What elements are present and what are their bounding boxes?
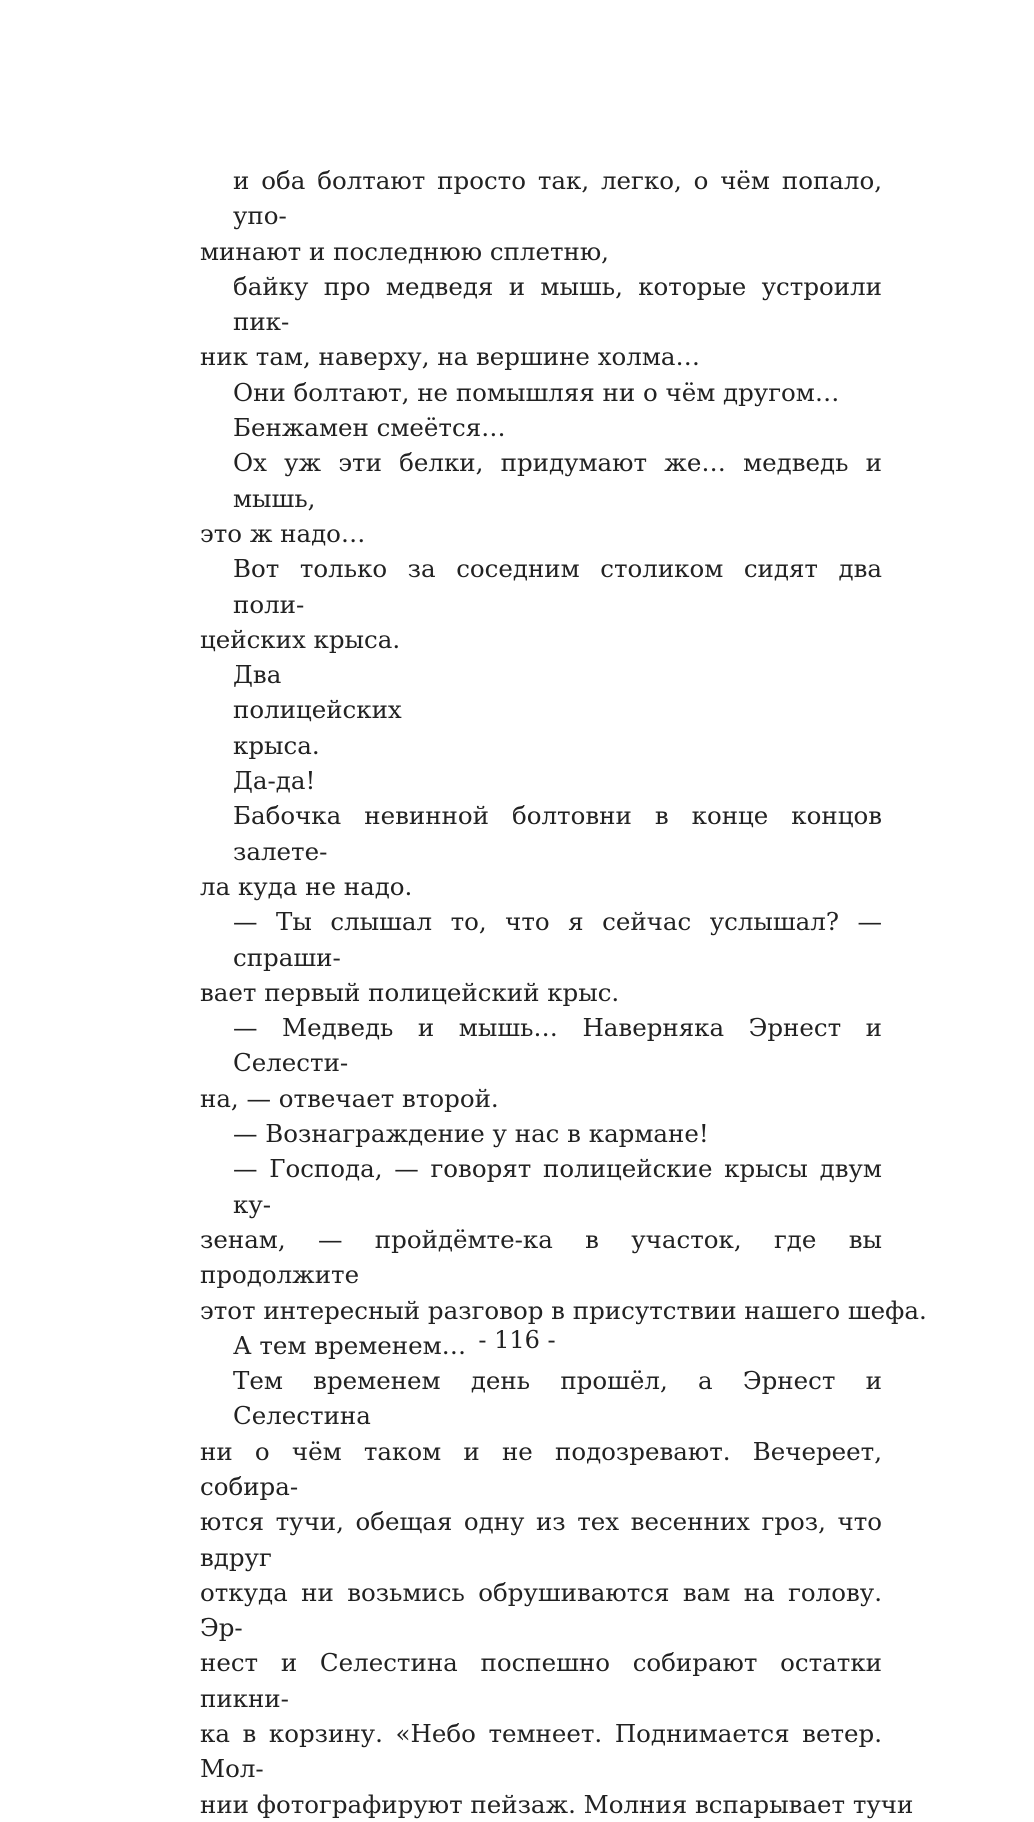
paragraph [200,1010,882,1116]
paragraph [200,410,882,445]
paragraph [200,798,882,904]
paragraph [200,763,882,798]
text-line: Бенжамен смеётся… [233,413,506,443]
text-line: на, — отвечает второй. [200,1083,499,1113]
text-line: это ж надо… [200,518,366,548]
text-line: Они болтают, не помышляя ни о чём другом… [233,377,840,407]
text-line: А тем временем… [233,1330,467,1360]
body-text [200,163,927,1822]
text-line: откуда ни возьмись обрушиваются вам на голову. Эр- [200,1577,882,1643]
text-line: нест и Селестина поспешно собирают остатки пикни- [200,1648,882,1713]
text-line: — Вознаграждение у нас в кармане! [233,1119,709,1149]
text-line: — Ты слышал то, что я сейчас услышал? — спраши- [233,907,882,972]
text-line: и оба болтают просто так, легко, о чём попало, упо- [233,166,882,231]
paragraph [200,1151,927,1327]
paragraph [200,1116,882,1151]
text-line: Да-да! [233,766,316,796]
paragraph [200,445,882,551]
text-line: Бабочка невинной болтовни в конце концов залете- [233,801,882,866]
text-line: ются тучи, обещая одну из тех весенних гроз, что вдруг [200,1507,882,1572]
text-line: полицейских [233,695,402,725]
text-line: вает первый полицейский крыс. [200,977,620,1007]
text-line: минают и последнюю сплетню, [200,236,609,266]
paragraph [200,1363,914,1822]
text-line: Вот только за соседним столиком сидят два поли- [233,554,882,619]
text-line: нии фотографируют пейзаж. Молния вспарывает тучи [200,1789,914,1819]
text-line: Два [233,660,282,690]
text-line: ла куда не надо. [200,871,413,901]
text-line: — Медведь и мышь… Наверняка Эрнест и Селести- [233,1013,882,1078]
text-line: ка в корзину. «Небо темнеет. Поднимается ветер. Мол- [200,1719,882,1784]
text-line: Тем временем день прошёл, а Эрнест и Селестина [233,1366,882,1431]
text-line: ни о чём таком и не подозревают. Вечереет, собира- [200,1436,882,1501]
paragraph [200,657,882,692]
text-line: байку про медведя и мышь, которые устроили пик- [233,271,882,337]
text-line: — Господа, — говорят полицейские крысы двум ку- [233,1154,882,1219]
text-line: этот интересный разговор в присутствии нашего шефа. [200,1295,927,1325]
paragraph [200,904,882,1010]
paragraph [200,728,882,763]
text-line: Ох уж эти белки, придумают же… медведь и мышь, [233,448,882,513]
text-line: зенам, — пройдёмте-ка в участок, где вы продолжите [200,1224,882,1290]
text-line: ник там, наверху, на вершине холма… [200,342,700,372]
paragraph [200,375,882,410]
paragraph [200,163,882,269]
paragraph [200,692,882,727]
text-line: цейских крыса. [200,624,401,654]
page-number: - 116 - [478,1326,556,1354]
paragraph [200,551,882,657]
paragraph [200,269,882,375]
text-line: крыса. [233,730,320,760]
